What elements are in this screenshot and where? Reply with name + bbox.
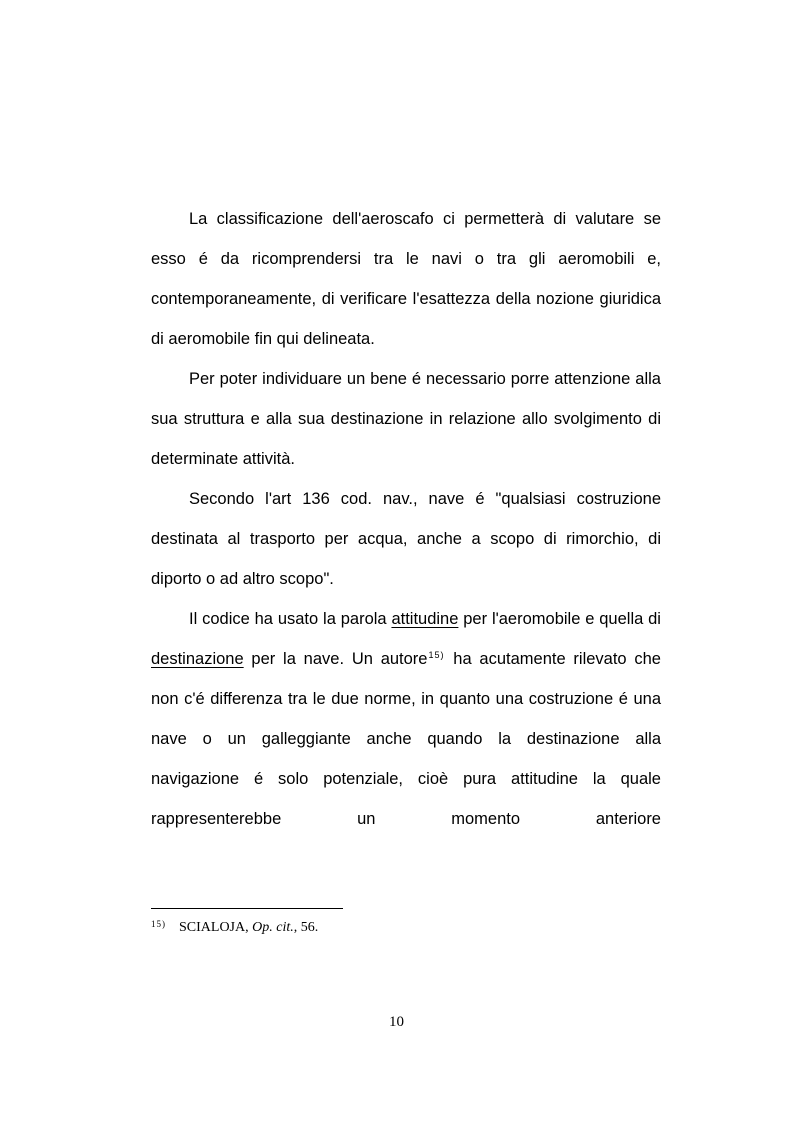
underlined-term-attitudine: attitudine xyxy=(391,610,459,628)
body-text xyxy=(151,199,661,839)
footnote-page-ref: , 56. xyxy=(293,920,319,935)
paragraph-4-text-c: per la nave. Un autore xyxy=(243,650,428,668)
paragraph-4-text-b: per l'aeromobile e quella di xyxy=(458,610,661,628)
paragraph-4-text-d: ha acutamente rilevato che non c'é differenza tra le due norme, in quanto una costruzione é una nave o un galleggiante anche quando la destinazione alla navigazione é solo potenziale, cioè pura attitudine la quale rappresenterebbe un momento anteriore xyxy=(151,650,661,828)
footnote xyxy=(151,914,661,938)
paragraph-4 xyxy=(151,599,661,839)
paragraph-4-text-a: Il codice ha usato la parola xyxy=(189,610,392,628)
footnote-separator xyxy=(151,908,343,909)
footnote-source-italic: Op. cit. xyxy=(252,920,294,935)
footnote-author: SCIALOJA, xyxy=(179,920,249,935)
footnote-reference[interactable]: 15) xyxy=(428,650,445,660)
footnote-number: 15) xyxy=(151,919,166,929)
underlined-term-destinazione: destinazione xyxy=(151,650,244,668)
page-number: 10 xyxy=(389,1014,404,1030)
paragraph-3: Secondo l'art 136 cod. nav., nave é "qualsiasi costruzione destinata al trasporto per acqua, anche a scopo di rimorchio, di diporto o ad altro scopo". xyxy=(151,490,661,588)
paragraph-2: Per poter individuare un bene é necessario porre attenzione alla sua struttura e alla sua destinazione in relazione allo svolgimento di determinate attività. xyxy=(151,370,661,468)
paragraph-1: La classificazione dell'aeroscafo ci permetterà di valutare se esso é da ricomprendersi tra le navi o tra gli aeromobili e, contemporaneamente, di verificare l'esattezza della nozione giuridica di aeromobile fin qui delineata. xyxy=(151,210,661,348)
